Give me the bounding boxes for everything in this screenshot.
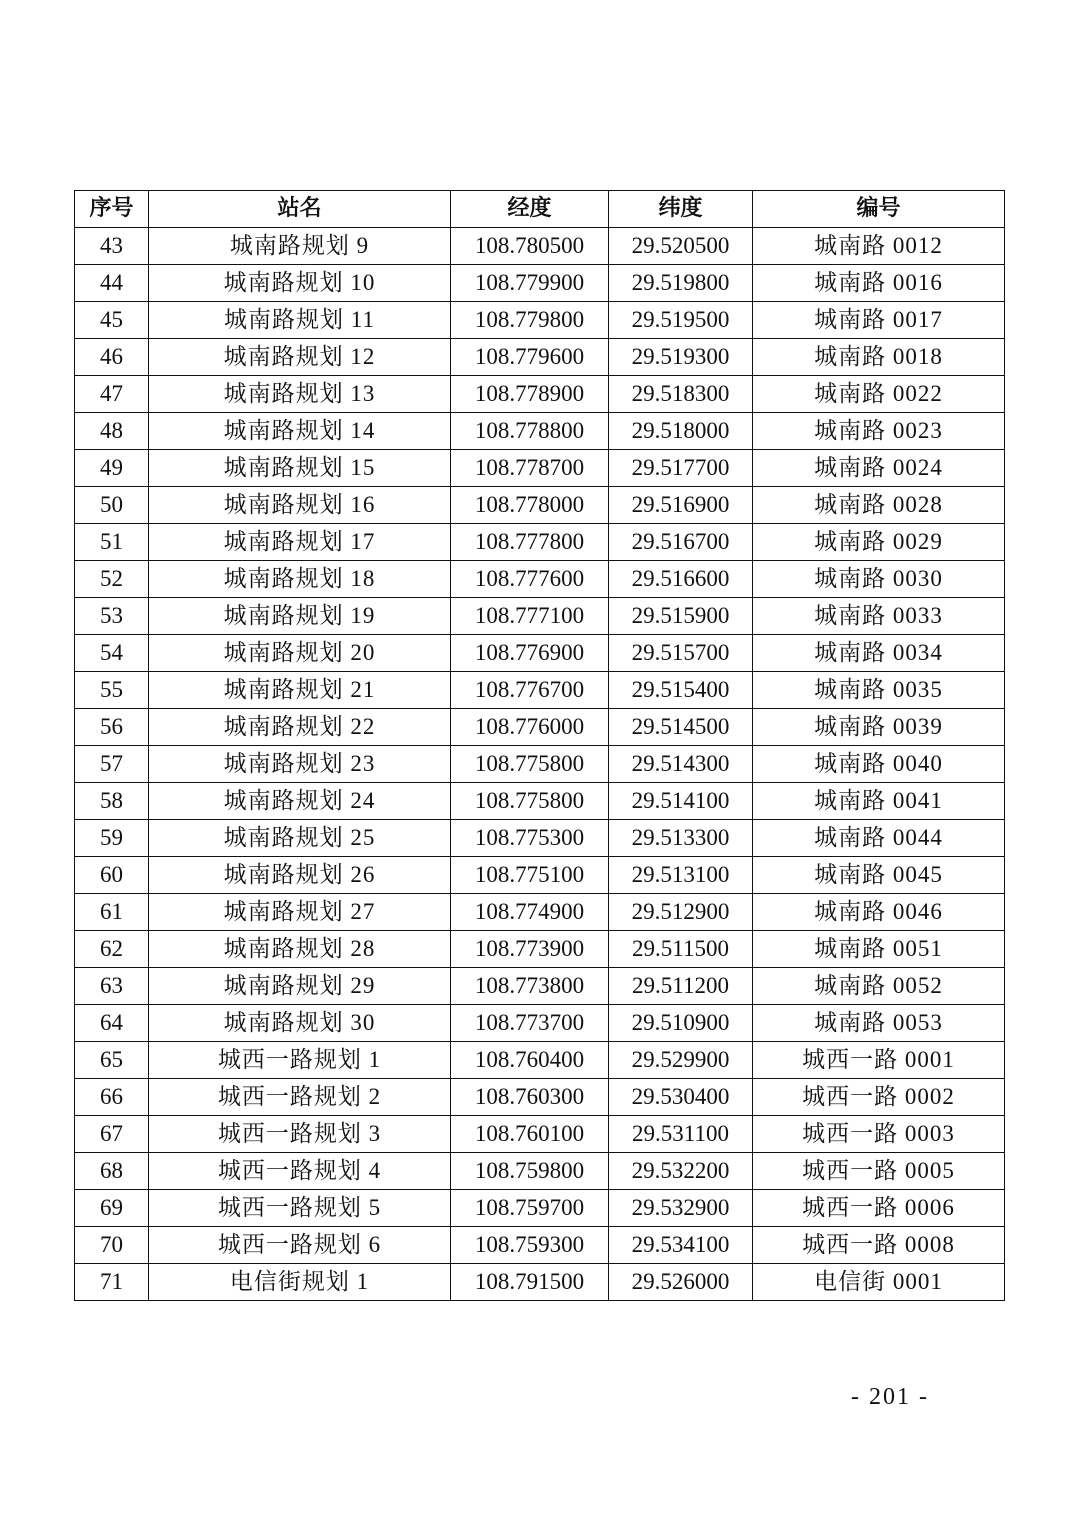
cell-index: 44 bbox=[75, 265, 149, 302]
cell-latitude: 29.516600 bbox=[609, 561, 753, 598]
cell-index: 50 bbox=[75, 487, 149, 524]
cell-station-name: 城南路规划 11 bbox=[149, 302, 451, 339]
cell-index: 46 bbox=[75, 339, 149, 376]
cell-longitude: 108.773900 bbox=[451, 931, 609, 968]
cell-latitude: 29.515700 bbox=[609, 635, 753, 672]
table-row bbox=[75, 635, 1005, 672]
cell-code: 电信街 0001 bbox=[753, 1264, 1005, 1301]
cell-code: 城南路 0045 bbox=[753, 857, 1005, 894]
cell-code: 城南路 0053 bbox=[753, 1005, 1005, 1042]
cell-station-name: 城西一路规划 3 bbox=[149, 1116, 451, 1153]
cell-longitude: 108.760300 bbox=[451, 1079, 609, 1116]
cell-index: 47 bbox=[75, 376, 149, 413]
header-latitude: 纬度 bbox=[609, 191, 753, 228]
cell-longitude: 108.778900 bbox=[451, 376, 609, 413]
cell-station-name: 电信街规划 1 bbox=[149, 1264, 451, 1301]
page-number: - 201 - bbox=[851, 1384, 929, 1410]
table-body bbox=[75, 228, 1005, 1301]
cell-latitude: 29.529900 bbox=[609, 1042, 753, 1079]
cell-code: 城南路 0030 bbox=[753, 561, 1005, 598]
cell-latitude: 29.514300 bbox=[609, 746, 753, 783]
cell-longitude: 108.778800 bbox=[451, 413, 609, 450]
cell-latitude: 29.511500 bbox=[609, 931, 753, 968]
cell-latitude: 29.512900 bbox=[609, 894, 753, 931]
cell-latitude: 29.520500 bbox=[609, 228, 753, 265]
cell-longitude: 108.777800 bbox=[451, 524, 609, 561]
cell-code: 城南路 0028 bbox=[753, 487, 1005, 524]
table-row bbox=[75, 1264, 1005, 1301]
cell-station-name: 城南路规划 28 bbox=[149, 931, 451, 968]
station-table bbox=[74, 190, 1005, 1301]
cell-longitude: 108.775800 bbox=[451, 746, 609, 783]
table-row bbox=[75, 487, 1005, 524]
table-row bbox=[75, 1079, 1005, 1116]
cell-code: 城南路 0029 bbox=[753, 524, 1005, 561]
table-row bbox=[75, 376, 1005, 413]
cell-index: 55 bbox=[75, 672, 149, 709]
cell-longitude: 108.779900 bbox=[451, 265, 609, 302]
cell-station-name: 城南路规划 22 bbox=[149, 709, 451, 746]
cell-longitude: 108.791500 bbox=[451, 1264, 609, 1301]
cell-index: 58 bbox=[75, 783, 149, 820]
cell-index: 54 bbox=[75, 635, 149, 672]
cell-station-name: 城南路规划 25 bbox=[149, 820, 451, 857]
cell-longitude: 108.780500 bbox=[451, 228, 609, 265]
cell-longitude: 108.778700 bbox=[451, 450, 609, 487]
cell-latitude: 29.518300 bbox=[609, 376, 753, 413]
cell-station-name: 城南路规划 29 bbox=[149, 968, 451, 1005]
cell-code: 城南路 0034 bbox=[753, 635, 1005, 672]
table-row bbox=[75, 746, 1005, 783]
cell-longitude: 108.759700 bbox=[451, 1190, 609, 1227]
header-code: 编号 bbox=[753, 191, 1005, 228]
cell-code: 城南路 0040 bbox=[753, 746, 1005, 783]
cell-code: 城南路 0024 bbox=[753, 450, 1005, 487]
cell-latitude: 29.532900 bbox=[609, 1190, 753, 1227]
cell-code: 城西一路 0008 bbox=[753, 1227, 1005, 1264]
cell-index: 49 bbox=[75, 450, 149, 487]
cell-index: 65 bbox=[75, 1042, 149, 1079]
cell-latitude: 29.532200 bbox=[609, 1153, 753, 1190]
cell-code: 城南路 0044 bbox=[753, 820, 1005, 857]
cell-index: 64 bbox=[75, 1005, 149, 1042]
table-row bbox=[75, 598, 1005, 635]
cell-station-name: 城南路规划 12 bbox=[149, 339, 451, 376]
cell-latitude: 29.516900 bbox=[609, 487, 753, 524]
cell-longitude: 108.775800 bbox=[451, 783, 609, 820]
cell-latitude: 29.531100 bbox=[609, 1116, 753, 1153]
cell-index: 69 bbox=[75, 1190, 149, 1227]
table-row bbox=[75, 709, 1005, 746]
cell-index: 68 bbox=[75, 1153, 149, 1190]
cell-longitude: 108.775100 bbox=[451, 857, 609, 894]
cell-code: 城南路 0018 bbox=[753, 339, 1005, 376]
cell-station-name: 城南路规划 14 bbox=[149, 413, 451, 450]
cell-latitude: 29.510900 bbox=[609, 1005, 753, 1042]
cell-latitude: 29.514100 bbox=[609, 783, 753, 820]
header-index: 序号 bbox=[75, 191, 149, 228]
table-row bbox=[75, 968, 1005, 1005]
table-row bbox=[75, 1042, 1005, 1079]
table-row bbox=[75, 931, 1005, 968]
table-row bbox=[75, 894, 1005, 931]
cell-station-name: 城南路规划 27 bbox=[149, 894, 451, 931]
cell-index: 52 bbox=[75, 561, 149, 598]
header-station-name: 站名 bbox=[149, 191, 451, 228]
cell-index: 71 bbox=[75, 1264, 149, 1301]
cell-station-name: 城南路规划 16 bbox=[149, 487, 451, 524]
cell-longitude: 108.779600 bbox=[451, 339, 609, 376]
cell-longitude: 108.759800 bbox=[451, 1153, 609, 1190]
cell-index: 66 bbox=[75, 1079, 149, 1116]
table-row bbox=[75, 1116, 1005, 1153]
cell-station-name: 城南路规划 19 bbox=[149, 598, 451, 635]
table-row bbox=[75, 561, 1005, 598]
cell-latitude: 29.518000 bbox=[609, 413, 753, 450]
cell-station-name: 城南路规划 9 bbox=[149, 228, 451, 265]
cell-station-name: 城南路规划 23 bbox=[149, 746, 451, 783]
table-row bbox=[75, 339, 1005, 376]
cell-code: 城西一路 0006 bbox=[753, 1190, 1005, 1227]
cell-station-name: 城南路规划 20 bbox=[149, 635, 451, 672]
cell-latitude: 29.530400 bbox=[609, 1079, 753, 1116]
table-row bbox=[75, 524, 1005, 561]
table-row bbox=[75, 450, 1005, 487]
cell-latitude: 29.519800 bbox=[609, 265, 753, 302]
cell-index: 53 bbox=[75, 598, 149, 635]
table-row bbox=[75, 820, 1005, 857]
cell-station-name: 城南路规划 10 bbox=[149, 265, 451, 302]
cell-index: 62 bbox=[75, 931, 149, 968]
cell-code: 城南路 0039 bbox=[753, 709, 1005, 746]
cell-code: 城南路 0041 bbox=[753, 783, 1005, 820]
cell-index: 45 bbox=[75, 302, 149, 339]
cell-station-name: 城南路规划 24 bbox=[149, 783, 451, 820]
cell-code: 城南路 0012 bbox=[753, 228, 1005, 265]
cell-station-name: 城南路规划 30 bbox=[149, 1005, 451, 1042]
cell-latitude: 29.534100 bbox=[609, 1227, 753, 1264]
cell-code: 城南路 0052 bbox=[753, 968, 1005, 1005]
cell-latitude: 29.515400 bbox=[609, 672, 753, 709]
cell-latitude: 29.526000 bbox=[609, 1264, 753, 1301]
cell-station-name: 城南路规划 26 bbox=[149, 857, 451, 894]
cell-longitude: 108.760100 bbox=[451, 1116, 609, 1153]
cell-longitude: 108.778000 bbox=[451, 487, 609, 524]
cell-code: 城南路 0033 bbox=[753, 598, 1005, 635]
table-row bbox=[75, 857, 1005, 894]
cell-index: 63 bbox=[75, 968, 149, 1005]
table-row bbox=[75, 228, 1005, 265]
cell-longitude: 108.773800 bbox=[451, 968, 609, 1005]
cell-longitude: 108.779800 bbox=[451, 302, 609, 339]
cell-longitude: 108.776900 bbox=[451, 635, 609, 672]
cell-index: 43 bbox=[75, 228, 149, 265]
cell-index: 61 bbox=[75, 894, 149, 931]
cell-station-name: 城西一路规划 5 bbox=[149, 1190, 451, 1227]
table-header-row bbox=[75, 191, 1005, 228]
cell-latitude: 29.515900 bbox=[609, 598, 753, 635]
table-row bbox=[75, 302, 1005, 339]
cell-index: 59 bbox=[75, 820, 149, 857]
cell-index: 48 bbox=[75, 413, 149, 450]
table-row bbox=[75, 413, 1005, 450]
cell-longitude: 108.760400 bbox=[451, 1042, 609, 1079]
cell-station-name: 城西一路规划 4 bbox=[149, 1153, 451, 1190]
cell-longitude: 108.775300 bbox=[451, 820, 609, 857]
cell-longitude: 108.773700 bbox=[451, 1005, 609, 1042]
cell-station-name: 城南路规划 17 bbox=[149, 524, 451, 561]
cell-longitude: 108.777600 bbox=[451, 561, 609, 598]
cell-latitude: 29.513300 bbox=[609, 820, 753, 857]
table-row bbox=[75, 265, 1005, 302]
cell-index: 60 bbox=[75, 857, 149, 894]
cell-latitude: 29.513100 bbox=[609, 857, 753, 894]
cell-code: 城南路 0051 bbox=[753, 931, 1005, 968]
cell-station-name: 城南路规划 13 bbox=[149, 376, 451, 413]
cell-code: 城南路 0017 bbox=[753, 302, 1005, 339]
cell-index: 67 bbox=[75, 1116, 149, 1153]
cell-latitude: 29.514500 bbox=[609, 709, 753, 746]
table-row bbox=[75, 672, 1005, 709]
cell-longitude: 108.776000 bbox=[451, 709, 609, 746]
cell-code: 城南路 0022 bbox=[753, 376, 1005, 413]
cell-code: 城西一路 0003 bbox=[753, 1116, 1005, 1153]
cell-station-name: 城南路规划 18 bbox=[149, 561, 451, 598]
table-row bbox=[75, 1153, 1005, 1190]
cell-station-name: 城南路规划 21 bbox=[149, 672, 451, 709]
cell-longitude: 108.759300 bbox=[451, 1227, 609, 1264]
cell-index: 57 bbox=[75, 746, 149, 783]
cell-index: 70 bbox=[75, 1227, 149, 1264]
cell-code: 城南路 0023 bbox=[753, 413, 1005, 450]
cell-code: 城南路 0046 bbox=[753, 894, 1005, 931]
header-longitude: 经度 bbox=[451, 191, 609, 228]
cell-code: 城西一路 0005 bbox=[753, 1153, 1005, 1190]
cell-index: 51 bbox=[75, 524, 149, 561]
cell-code: 城西一路 0002 bbox=[753, 1079, 1005, 1116]
cell-longitude: 108.776700 bbox=[451, 672, 609, 709]
table-row bbox=[75, 1190, 1005, 1227]
cell-code: 城南路 0016 bbox=[753, 265, 1005, 302]
cell-latitude: 29.511200 bbox=[609, 968, 753, 1005]
cell-latitude: 29.519300 bbox=[609, 339, 753, 376]
cell-latitude: 29.517700 bbox=[609, 450, 753, 487]
cell-latitude: 29.516700 bbox=[609, 524, 753, 561]
cell-station-name: 城西一路规划 1 bbox=[149, 1042, 451, 1079]
cell-longitude: 108.774900 bbox=[451, 894, 609, 931]
table-row bbox=[75, 783, 1005, 820]
cell-longitude: 108.777100 bbox=[451, 598, 609, 635]
cell-station-name: 城南路规划 15 bbox=[149, 450, 451, 487]
table-row bbox=[75, 1005, 1005, 1042]
cell-latitude: 29.519500 bbox=[609, 302, 753, 339]
cell-index: 56 bbox=[75, 709, 149, 746]
cell-station-name: 城西一路规划 2 bbox=[149, 1079, 451, 1116]
cell-code: 城西一路 0001 bbox=[753, 1042, 1005, 1079]
cell-station-name: 城西一路规划 6 bbox=[149, 1227, 451, 1264]
cell-code: 城南路 0035 bbox=[753, 672, 1005, 709]
table-row bbox=[75, 1227, 1005, 1264]
